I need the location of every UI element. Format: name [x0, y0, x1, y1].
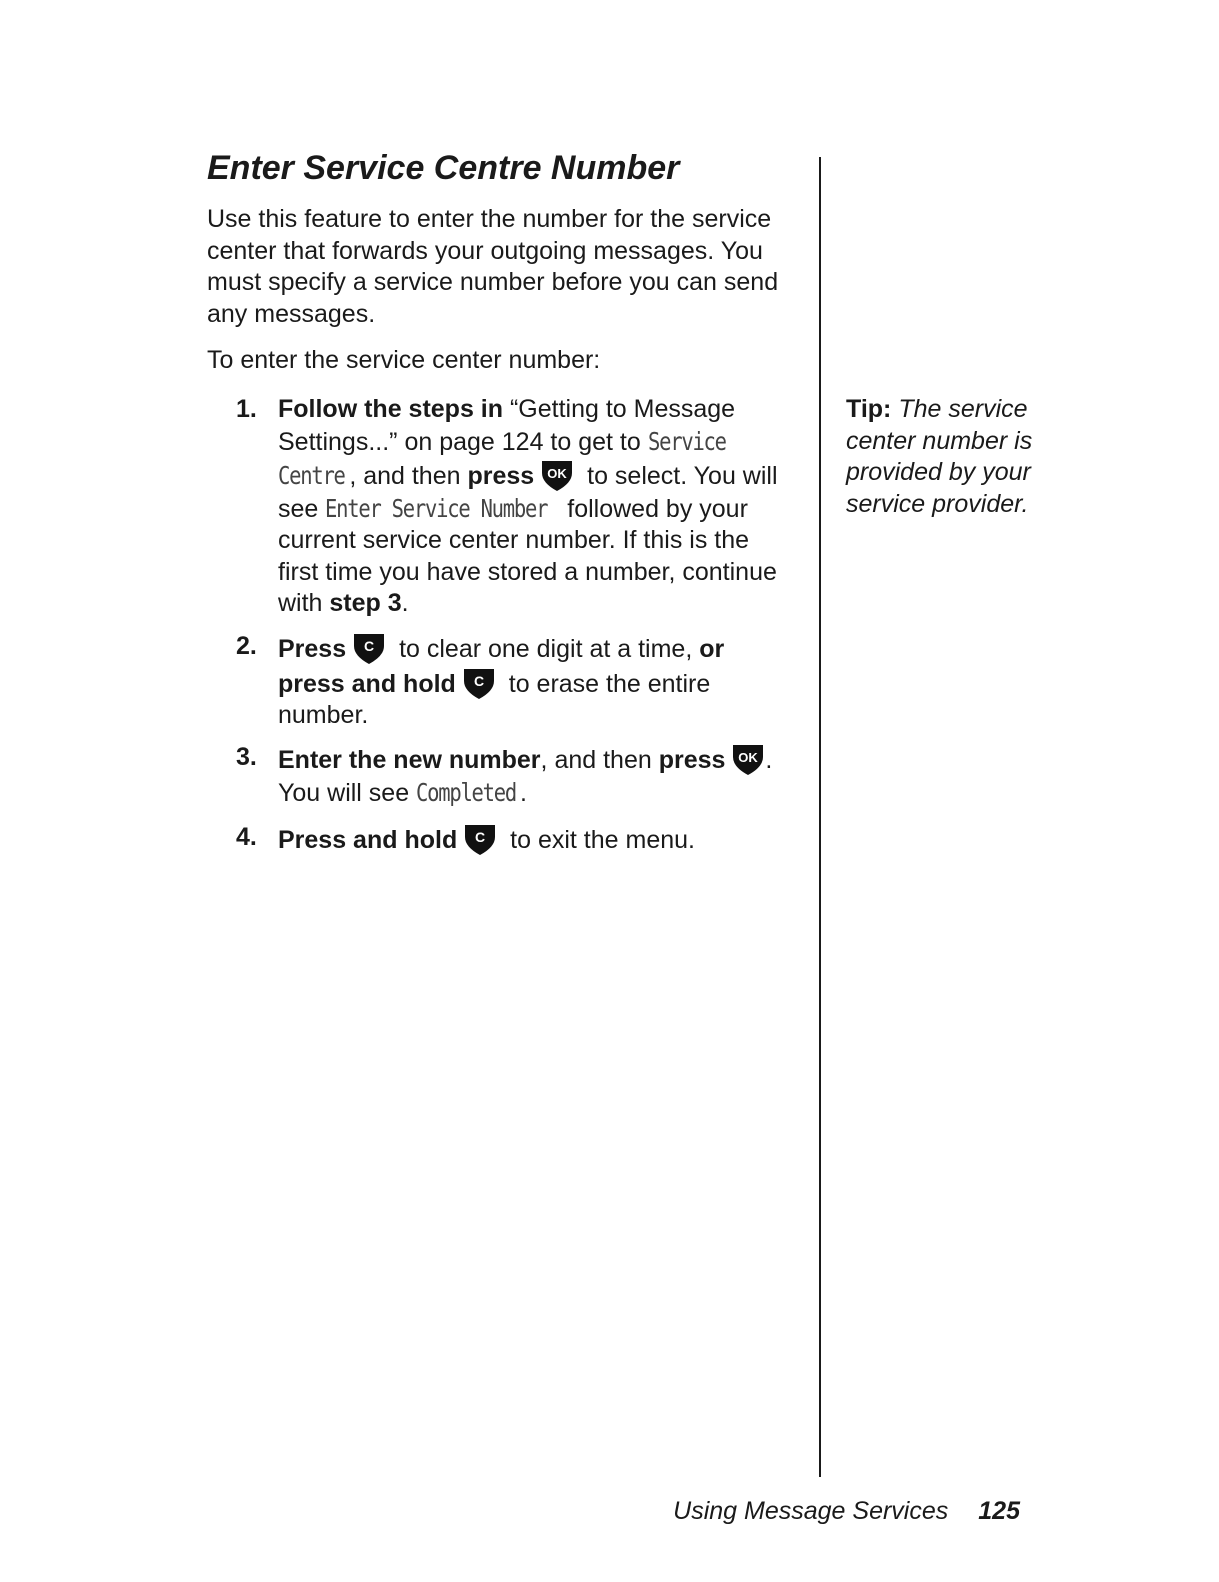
ok-key-icon: [731, 742, 765, 776]
svg-text:C: C: [473, 672, 484, 689]
tip-text: The service center number is provided by your service provider.: [846, 395, 1033, 518]
clear-key-icon: [352, 631, 386, 665]
step-number: 2.: [236, 632, 257, 660]
page-footer: [640, 1496, 1020, 1526]
footer-section-title: Using Message Services: [673, 1497, 949, 1525]
tip-label: Tip:: [846, 395, 892, 423]
lcd-text: Service: [647, 426, 726, 456]
lcd-text: Enter Service Number: [325, 493, 548, 523]
lead-paragraph: To enter the service center number:: [207, 346, 601, 374]
step-3: [236, 742, 796, 809]
svg-text:OK: OK: [738, 750, 759, 765]
svg-text:C: C: [364, 638, 375, 654]
step-body: Press and hold C to exit the menu.: [278, 822, 796, 857]
clear-key-icon: [463, 822, 497, 856]
step-number: 3.: [236, 743, 257, 771]
step-number: 4.: [236, 823, 257, 851]
step-2: [236, 631, 796, 732]
svg-text:OK: OK: [547, 466, 567, 481]
step-body: Follow the steps in “Getting to Message Settings...” on page 124 to get to Service Centre , and then press OK to select. You will see Enter Service Number followed by your current service center number. If this is the first time you have stored a number, continue with step 3.: [278, 395, 778, 617]
ok-key-icon: [540, 458, 574, 492]
clear-key-icon: [462, 666, 496, 700]
step-1: [236, 394, 796, 620]
lcd-text: Completed: [416, 777, 517, 807]
tip-sidebar: [846, 394, 1046, 520]
svg-text:C: C: [475, 829, 486, 845]
step-4: [236, 822, 796, 857]
page-title: Enter Service Centre Number: [207, 149, 680, 187]
column-divider: [819, 157, 821, 1477]
step-body: Enter the new number, and then press OK . You will see Completed .: [278, 742, 796, 809]
lcd-text: Centre: [278, 461, 345, 490]
step-number: 1.: [236, 395, 257, 423]
page-number: 125: [978, 1497, 1020, 1525]
step-body: Press C to clear one digit at a time, or press and hold C to erase the entire number.: [278, 631, 796, 732]
intro-paragraph: Use this feature to enter the number for the service center that forwards your outgoing messages. You must specify a service number before you can send any messages.: [207, 205, 779, 328]
